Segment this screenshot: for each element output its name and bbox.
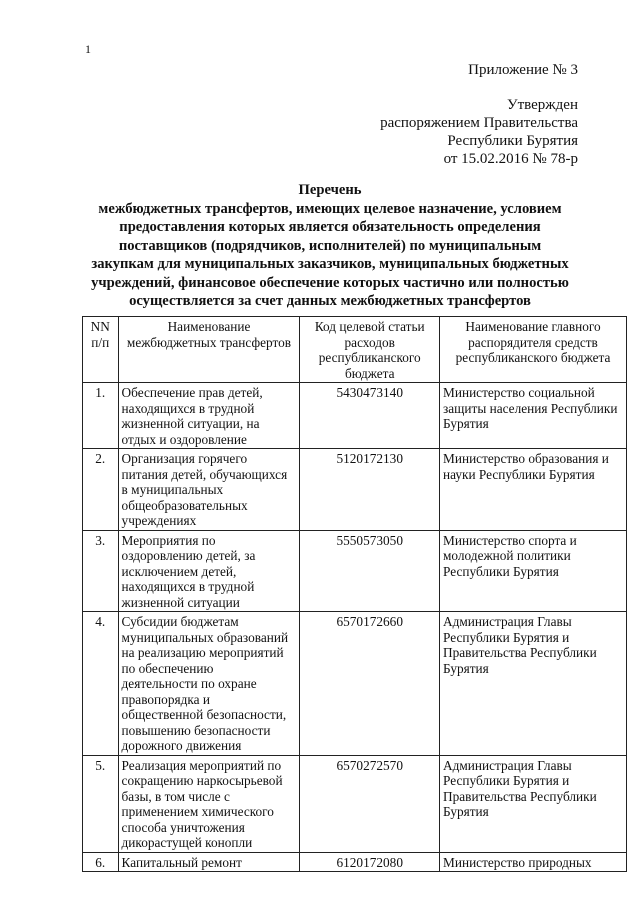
- approval-block: [380, 96, 578, 168]
- budget-manager-line: Республики Бурятия и: [443, 773, 570, 788]
- budget-manager-line: Правительства Республики: [443, 645, 597, 660]
- document-title: [60, 181, 600, 311]
- budget-manager-line: Администрация Главы: [443, 757, 572, 773]
- row-number: 3.: [83, 530, 119, 612]
- title-line: учреждений, финансовое обеспечение которых частично или полностью: [91, 274, 569, 291]
- page-number: 1: [85, 42, 91, 56]
- budget-manager: [440, 755, 627, 852]
- title-line: осуществляется за счет данных межбюджетных трансфертов: [129, 293, 531, 309]
- transfer-name-line: общественной безопасности,: [121, 707, 287, 722]
- transfer-name-line: применением химического: [121, 804, 274, 819]
- title-line: поставщиков (подрядчиков, исполнителей) по муниципальным: [118, 237, 542, 254]
- transfer-name-line: муниципальных образований: [121, 629, 289, 645]
- header-number: NN п/п: [83, 317, 119, 383]
- transfer-name-line: по обеспечению: [121, 660, 214, 676]
- transfer-name-line: базы, в том числе с: [121, 788, 230, 804]
- transfer-name-line: жизненной ситуации: [121, 594, 240, 610]
- header-budget-manager: Наименование главного распорядителя средств республиканского бюджета: [440, 317, 627, 383]
- row-number: 4.: [83, 612, 119, 756]
- appendix-label: Приложение № 3: [468, 62, 578, 78]
- transfer-name-line: способа уничтожения: [121, 819, 245, 835]
- budget-manager-line: Бурятия: [443, 660, 489, 676]
- budget-manager-line: Министерство образования и: [443, 451, 609, 466]
- approval-line: Республики Бурятия: [447, 133, 578, 149]
- target-code: 6570272570: [300, 755, 440, 852]
- transfer-name-line: исключением детей,: [121, 563, 237, 579]
- transfer-name-line: правопорядка и: [121, 691, 210, 707]
- budget-manager-line: Бурятия: [443, 416, 489, 431]
- target-code: 6120172080: [300, 852, 440, 872]
- approval-line: распоряжением Правительства: [380, 115, 578, 131]
- transfer-name-line: Реализация мероприятий по: [121, 757, 282, 773]
- transfer-name-line: в муниципальных: [121, 482, 224, 497]
- transfer-name-line: дорожного движения: [121, 738, 242, 753]
- target-code: 5120172130: [300, 449, 440, 531]
- table-row: [83, 852, 627, 872]
- budget-manager: [440, 612, 627, 756]
- target-code: 5550573050: [300, 530, 440, 612]
- budget-manager-line: Министерство природных: [443, 854, 592, 870]
- transfer-name: [118, 852, 300, 872]
- transfer-name-line: Обеспечение прав детей,: [121, 385, 263, 400]
- budget-manager: [440, 530, 627, 612]
- table-row: [83, 612, 627, 756]
- row-number: 1.: [83, 383, 119, 449]
- header-target-code: Код целевой статьи расходов республиканского бюджета: [300, 317, 440, 383]
- title-line: закупкам для муниципальных заказчиков, муниципальных бюджетных: [91, 256, 569, 272]
- transfer-name-line: отдых и оздоровление: [121, 431, 247, 447]
- title-line: предоставления которых является обязательность определения: [119, 219, 541, 235]
- target-code: 5430473140: [300, 383, 440, 449]
- budget-manager-line: Бурятия: [443, 804, 489, 819]
- transfer-name-line: учреждениях: [121, 513, 197, 528]
- table-row: [83, 755, 627, 852]
- budget-manager-line: Республики Бурятия и: [443, 629, 570, 645]
- transfer-name: [118, 383, 300, 449]
- budget-manager-line: науки Республики Бурятия: [443, 466, 595, 482]
- transfer-name-line: жизненной ситуации, на: [121, 416, 260, 431]
- approval-line: Утвержден: [506, 97, 578, 113]
- budget-manager-line: Администрация Главы: [443, 614, 572, 629]
- budget-manager-line: молодежной политики: [443, 548, 571, 563]
- budget-manager-line: защиты населения Республики: [443, 400, 618, 416]
- transfer-name-line: питания детей, обучающихся: [121, 466, 288, 482]
- transfer-name-line: сокращению наркосырьевой: [121, 773, 283, 788]
- title-heading: Перечень: [298, 182, 362, 198]
- transfer-name-line: повышению безопасности: [121, 722, 271, 738]
- row-number: 2.: [83, 449, 119, 531]
- header-transfer-name: Наименование межбюджетных трансфертов: [118, 317, 300, 383]
- approval-date-line: от 15.02.2016 № 78-р: [443, 151, 578, 167]
- row-number: 5.: [83, 755, 119, 852]
- budget-manager-line: Министерство спорта и: [443, 532, 577, 548]
- title-line: межбюджетных трансфертов, имеющих целевое назначение, условием: [98, 200, 562, 217]
- transfer-name-line: Организация горячего: [121, 451, 248, 466]
- transfer-name: [118, 530, 300, 612]
- transfer-name-line: деятельности по охране: [121, 676, 257, 691]
- budget-manager: [440, 852, 627, 872]
- budget-manager-line: Республики Бурятия: [443, 563, 559, 579]
- transfer-name-line: дикорастущей конопли: [121, 835, 253, 850]
- budget-manager: [440, 449, 627, 531]
- transfers-table: [82, 316, 627, 872]
- row-number: 6.: [83, 852, 119, 872]
- budget-manager-line: Правительства Республики: [443, 788, 597, 804]
- table-row: [83, 383, 627, 449]
- transfer-name: [118, 612, 300, 756]
- transfer-name-line: Субсидии бюджетам: [121, 614, 239, 629]
- transfer-name-line: находящихся в трудной: [121, 579, 255, 594]
- table-row: [83, 449, 627, 531]
- transfer-name-line: на реализацию мероприятий: [121, 645, 284, 660]
- transfer-name: [118, 755, 300, 852]
- table-header-row: [83, 317, 627, 383]
- transfer-name-line: Капитальный ремонт: [121, 854, 242, 870]
- transfer-name-line: общеобразовательных: [121, 497, 248, 513]
- transfer-name-line: находящихся в трудной: [121, 400, 255, 416]
- target-code: 6570172660: [300, 612, 440, 756]
- transfer-name-line: Мероприятия по: [121, 532, 216, 548]
- transfer-name-line: оздоровлению детей, за: [121, 548, 256, 563]
- table-row: [83, 530, 627, 612]
- transfer-name: [118, 449, 300, 531]
- budget-manager: [440, 383, 627, 449]
- budget-manager-line: Министерство социальной: [443, 385, 595, 400]
